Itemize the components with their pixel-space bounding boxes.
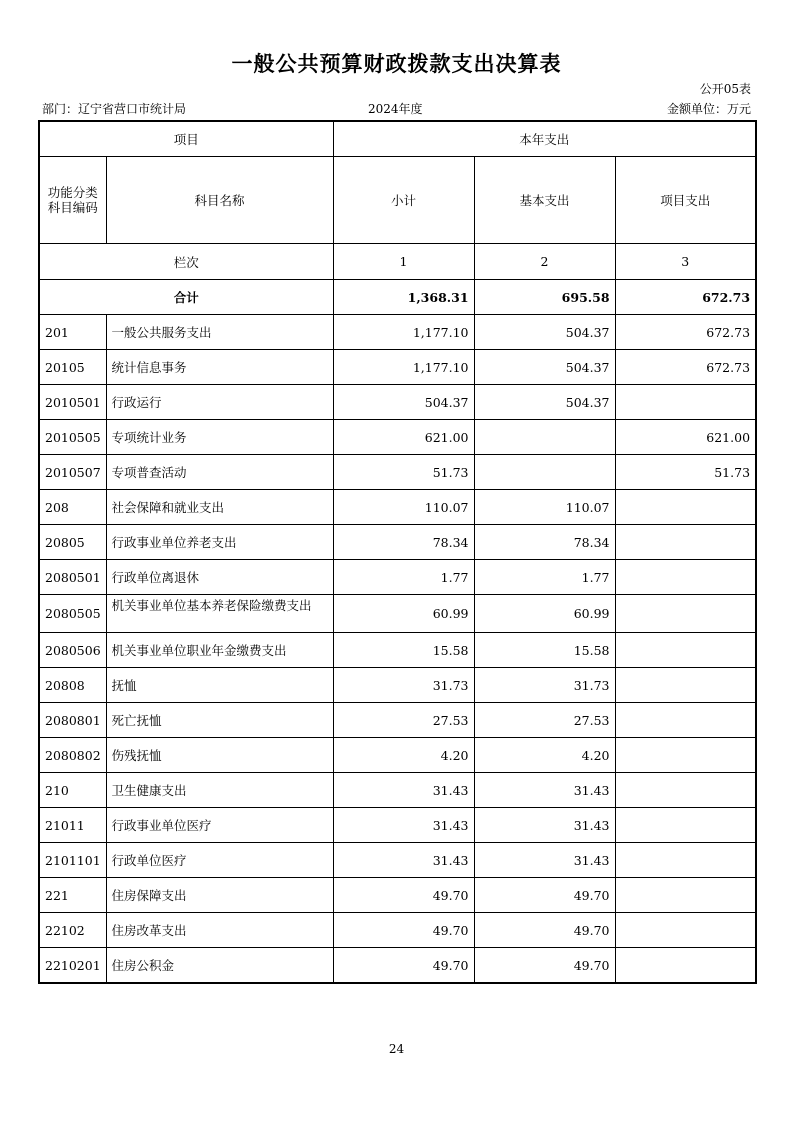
table-row	[39, 878, 756, 913]
row-basic: 504.37	[474, 350, 615, 385]
page-number: 24	[388, 1042, 405, 1056]
department-label: 部门：辽宁省营口市统计局	[42, 102, 187, 116]
row-subtotal: 31.73	[333, 668, 474, 703]
header-item: 项目	[39, 121, 333, 157]
row-name: 一般公共服务支出	[106, 315, 333, 350]
row-subtotal: 51.73	[333, 455, 474, 490]
row-code: 2080801	[39, 703, 106, 738]
table-row	[39, 948, 756, 984]
row-basic: 49.70	[474, 913, 615, 948]
row-basic: 49.70	[474, 878, 615, 913]
row-project	[615, 913, 756, 948]
row-subtotal: 31.43	[333, 808, 474, 843]
row-project: 672.73	[615, 315, 756, 350]
row-project	[615, 948, 756, 984]
form-number: 公开05表	[699, 82, 751, 96]
fiscal-year: 2024年度	[368, 102, 423, 116]
document-title: 一般公共预算财政拨款支出决算表	[231, 52, 562, 76]
row-subtotal: 4.20	[333, 738, 474, 773]
row-name: 卫生健康支出	[106, 773, 333, 808]
row-basic: 4.20	[474, 738, 615, 773]
row-subtotal: 1,177.10	[333, 315, 474, 350]
row-project	[615, 560, 756, 595]
row-basic: 78.34	[474, 525, 615, 560]
row-project	[615, 633, 756, 668]
row-subtotal: 60.99	[333, 595, 474, 633]
row-code: 2010505	[39, 420, 106, 455]
row-project	[615, 738, 756, 773]
row-project	[615, 808, 756, 843]
header-col-1: 1	[333, 244, 474, 280]
row-name: 专项统计业务	[106, 420, 333, 455]
row-code: 2210201	[39, 948, 106, 984]
row-name: 机关事业单位基本养老保险缴费支出	[106, 595, 333, 633]
row-basic: 31.43	[474, 808, 615, 843]
row-code: 221	[39, 878, 106, 913]
row-project	[615, 703, 756, 738]
row-basic: 27.53	[474, 703, 615, 738]
table-row	[39, 808, 756, 843]
row-name: 伤残抚恤	[106, 738, 333, 773]
meta-line	[42, 100, 751, 116]
row-name: 住房改革支出	[106, 913, 333, 948]
row-name: 住房公积金	[106, 948, 333, 984]
row-code: 2010507	[39, 455, 106, 490]
row-name: 专项普查活动	[106, 455, 333, 490]
row-project	[615, 843, 756, 878]
total-row	[39, 280, 756, 315]
row-subtotal: 31.43	[333, 773, 474, 808]
row-project	[615, 773, 756, 808]
table-row	[39, 315, 756, 350]
row-project	[615, 668, 756, 703]
row-name: 行政事业单位养老支出	[106, 525, 333, 560]
row-basic: 31.43	[474, 773, 615, 808]
row-code: 2080501	[39, 560, 106, 595]
row-name: 死亡抚恤	[106, 703, 333, 738]
table-row	[39, 843, 756, 878]
table-row	[39, 490, 756, 525]
table-row	[39, 668, 756, 703]
row-name: 统计信息事务	[106, 350, 333, 385]
row-project	[615, 385, 756, 420]
header-col-3: 3	[615, 244, 756, 280]
total-basic: 695.58	[474, 280, 615, 315]
total-project: 672.73	[615, 280, 756, 315]
total-subtotal: 1,368.31	[333, 280, 474, 315]
row-project: 621.00	[615, 420, 756, 455]
row-code: 20105	[39, 350, 106, 385]
row-project	[615, 525, 756, 560]
table-row	[39, 773, 756, 808]
row-code: 21011	[39, 808, 106, 843]
header-row-2	[39, 157, 756, 244]
row-name: 行政单位离退休	[106, 560, 333, 595]
total-label: 合计	[39, 280, 333, 315]
row-code: 20808	[39, 668, 106, 703]
table-row	[39, 738, 756, 773]
row-subtotal: 49.70	[333, 878, 474, 913]
row-code: 2010501	[39, 385, 106, 420]
row-code: 2080802	[39, 738, 106, 773]
row-basic: 504.37	[474, 315, 615, 350]
header-name: 科目名称	[106, 157, 333, 244]
row-project	[615, 595, 756, 633]
row-basic: 1.77	[474, 560, 615, 595]
table-row	[39, 595, 756, 633]
row-basic	[474, 420, 615, 455]
row-code: 2080505	[39, 595, 106, 633]
row-subtotal: 15.58	[333, 633, 474, 668]
header-basic: 基本支出	[474, 157, 615, 244]
row-subtotal: 1,177.10	[333, 350, 474, 385]
row-subtotal: 27.53	[333, 703, 474, 738]
row-subtotal: 504.37	[333, 385, 474, 420]
row-code: 20805	[39, 525, 106, 560]
row-basic: 31.73	[474, 668, 615, 703]
row-subtotal: 49.70	[333, 913, 474, 948]
table-row	[39, 633, 756, 668]
row-name: 行政单位医疗	[106, 843, 333, 878]
table-row	[39, 560, 756, 595]
header-project: 项目支出	[615, 157, 756, 244]
header-code	[39, 157, 106, 244]
table-row	[39, 913, 756, 948]
table-row	[39, 525, 756, 560]
row-code: 2080506	[39, 633, 106, 668]
row-basic: 504.37	[474, 385, 615, 420]
row-code: 201	[39, 315, 106, 350]
header-row-1	[39, 121, 756, 157]
table-row	[39, 455, 756, 490]
row-name: 抚恤	[106, 668, 333, 703]
row-basic	[474, 455, 615, 490]
row-subtotal: 621.00	[333, 420, 474, 455]
row-code: 208	[39, 490, 106, 525]
row-name: 住房保障支出	[106, 878, 333, 913]
row-name: 行政运行	[106, 385, 333, 420]
row-basic: 110.07	[474, 490, 615, 525]
header-row-no: 栏次	[39, 244, 333, 280]
row-code: 210	[39, 773, 106, 808]
header-subtotal: 小计	[333, 157, 474, 244]
amount-unit: 金额单位：万元	[666, 102, 751, 116]
row-name: 社会保障和就业支出	[106, 490, 333, 525]
expenditure-table	[38, 120, 757, 984]
row-project: 672.73	[615, 350, 756, 385]
row-code: 2101101	[39, 843, 106, 878]
row-basic: 60.99	[474, 595, 615, 633]
row-basic: 31.43	[474, 843, 615, 878]
row-basic: 49.70	[474, 948, 615, 984]
row-project	[615, 878, 756, 913]
table-row	[39, 420, 756, 455]
row-basic: 15.58	[474, 633, 615, 668]
row-name: 机关事业单位职业年金缴费支出	[106, 633, 333, 668]
table-row	[39, 703, 756, 738]
row-code: 22102	[39, 913, 106, 948]
header-row-index	[39, 244, 756, 280]
header-code-label: 功能分类 科目编码	[47, 185, 98, 215]
table-row	[39, 385, 756, 420]
table-row	[39, 350, 756, 385]
row-project: 51.73	[615, 455, 756, 490]
row-subtotal: 110.07	[333, 490, 474, 525]
header-col-2: 2	[474, 244, 615, 280]
row-subtotal: 31.43	[333, 843, 474, 878]
row-subtotal: 1.77	[333, 560, 474, 595]
row-project	[615, 490, 756, 525]
row-name: 行政事业单位医疗	[106, 808, 333, 843]
row-subtotal: 78.34	[333, 525, 474, 560]
row-subtotal: 49.70	[333, 948, 474, 984]
header-current-year: 本年支出	[333, 121, 756, 157]
